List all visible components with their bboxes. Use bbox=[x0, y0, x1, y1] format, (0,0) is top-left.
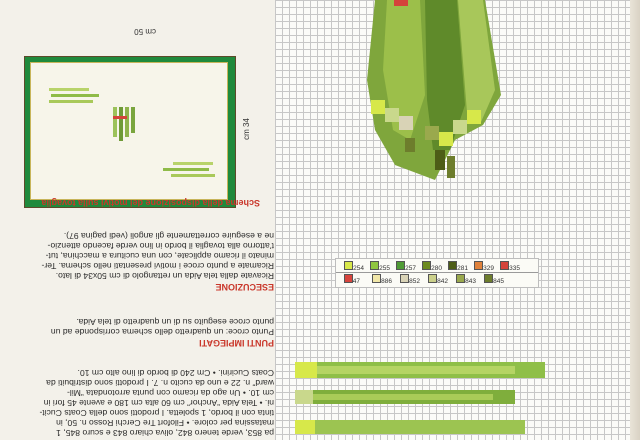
placemat-diagram bbox=[16, 18, 256, 218]
legend-code: 886 bbox=[381, 278, 392, 285]
legend-code: 255 bbox=[379, 265, 390, 272]
asparagus-spears-top bbox=[163, 162, 215, 177]
page-edge bbox=[630, 0, 640, 440]
swatch-icon bbox=[422, 261, 431, 270]
legend-code: 335 bbox=[509, 265, 520, 272]
legend-item bbox=[448, 260, 470, 272]
height-dimension: cm 34 bbox=[242, 118, 252, 140]
diagram-caption-wrap bbox=[30, 196, 260, 208]
legend-item bbox=[456, 273, 478, 285]
asparagus-bundle-icon bbox=[113, 107, 135, 141]
legend-item bbox=[396, 260, 418, 272]
thread-legend bbox=[335, 258, 539, 288]
legend-item bbox=[474, 260, 496, 272]
swatch-icon bbox=[344, 261, 353, 270]
swatch-icon bbox=[400, 274, 409, 283]
width-dimension: cm 50 bbox=[134, 27, 156, 36]
swatch-icon bbox=[372, 274, 381, 283]
asparagus-spears-bottom bbox=[49, 88, 99, 103]
diagram-caption: Schema della disposizione dei motivi sulla tovaglia bbox=[41, 198, 260, 208]
swatch-icon bbox=[344, 274, 353, 283]
legend-item bbox=[344, 273, 366, 285]
legend-code: 329 bbox=[483, 265, 494, 272]
swatch-icon bbox=[428, 274, 437, 283]
materials-line: ni. • Tela Aida “Anchor” cm 60 alta cm 180 e avente 45 fori in bbox=[43, 398, 274, 408]
points-line: Punto croce: un quadretto dello schema corrisponde ad un bbox=[50, 327, 274, 337]
execution-line: Ricamate a punto croce i motivi presentati nello schema. Ter- bbox=[41, 261, 274, 271]
execution-heading: ESECUZIONE bbox=[215, 282, 274, 292]
legend-code: 842 bbox=[437, 278, 448, 285]
asparagus-bundle-stitches bbox=[367, 0, 501, 180]
points-line: punto croce eseguito su di un quadretto di tela Aida. bbox=[76, 317, 274, 327]
text-column bbox=[0, 0, 275, 440]
placemat-border bbox=[24, 56, 236, 208]
swatch-icon bbox=[500, 261, 509, 270]
legend-item bbox=[500, 260, 522, 272]
asparagus-motifs bbox=[31, 63, 227, 199]
materials-block bbox=[4, 362, 274, 438]
execution-line: t’attorno alla tovaglia il bordo in lino verde facendo attenzio- bbox=[47, 241, 274, 251]
legend-item bbox=[484, 273, 506, 285]
legend-row-bottom bbox=[340, 260, 534, 272]
swatch-icon bbox=[396, 261, 405, 270]
legend-code: 843 bbox=[465, 278, 476, 285]
materials-line: Coats Cucirini. • Cm 240 di bordo di lino alto cm 10. bbox=[77, 368, 274, 378]
legend-item bbox=[422, 260, 444, 272]
legend-code: 845 bbox=[493, 278, 504, 285]
execution-line: ne a eseguire correttamente gli angoli (vedi pagina 97). bbox=[63, 231, 274, 241]
legend-divider bbox=[336, 272, 538, 273]
execution-block bbox=[4, 226, 274, 292]
legend-code: 47 bbox=[353, 278, 361, 285]
legend-code: 280 bbox=[431, 265, 442, 272]
legend-code: 257 bbox=[405, 265, 416, 272]
swatch-icon bbox=[484, 274, 493, 283]
legend-code: 281 bbox=[457, 265, 468, 272]
legend-code: 254 bbox=[353, 265, 364, 272]
asparagus-spears-stitches bbox=[295, 362, 545, 434]
legend-row-top bbox=[340, 273, 534, 285]
legend-item bbox=[428, 273, 450, 285]
swatch-icon bbox=[370, 261, 379, 270]
placemat-fabric bbox=[30, 62, 228, 200]
execution-line: Ricavate dalla tela Aida un rettangolo di cm 50x34 di lato. bbox=[55, 271, 274, 281]
legend-item bbox=[344, 260, 366, 272]
cross-stitch-chart bbox=[275, 0, 640, 440]
stitch-pattern bbox=[275, 0, 640, 440]
swatch-icon bbox=[448, 261, 457, 270]
points-block bbox=[4, 314, 274, 348]
materials-line: ward” n. 22 e uno da cucito n. 7. I prodotti sono distribuiti da bbox=[46, 378, 274, 388]
legend-code: 852 bbox=[409, 278, 420, 285]
materials-line: matassina per colore. • Filofort Tre Cerchi Rosso n. 50, in bbox=[56, 418, 274, 428]
legend-item bbox=[400, 273, 422, 285]
swatch-icon bbox=[474, 261, 483, 270]
legend-item bbox=[370, 260, 392, 272]
materials-line: cm 10. • Un ago da ricamo con punta arrotondata “Mil- bbox=[67, 388, 274, 398]
legend-item bbox=[372, 273, 394, 285]
materials-line: pa 853, verde tenero 842, oliva chiaro 843 e scuro 845, 1 bbox=[56, 428, 274, 438]
points-heading: PUNTI IMPIEGATI bbox=[199, 338, 274, 348]
execution-line: minato il ricamo applicate, con una cucitura a macchina, tut- bbox=[45, 251, 274, 261]
materials-line: tinta con il bordo, 1 spoletta. I prodotti sono della Coats Cucit- bbox=[39, 408, 274, 418]
swatch-icon bbox=[456, 274, 465, 283]
